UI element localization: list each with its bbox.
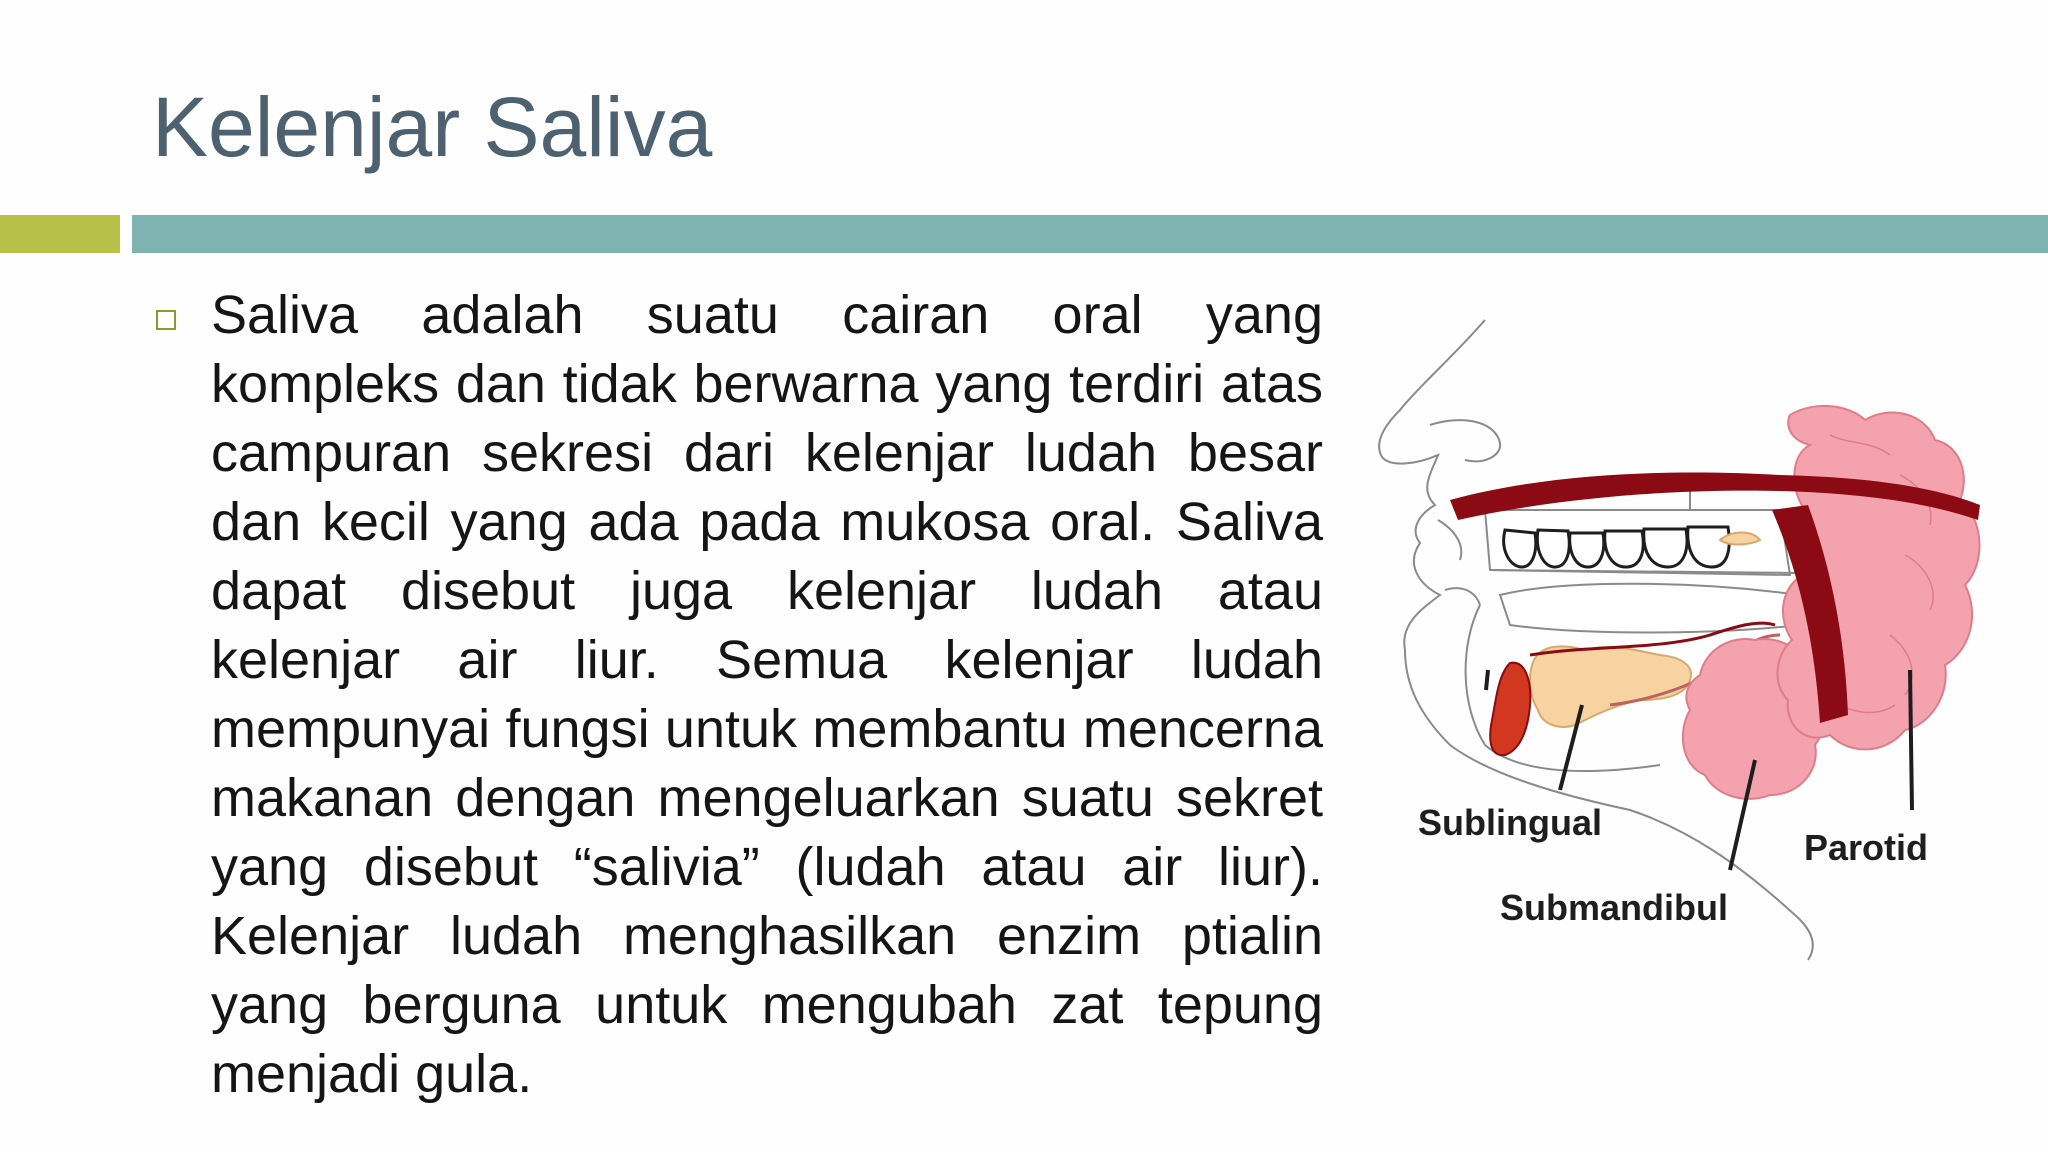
lips-outline <box>1438 520 1480 605</box>
chin-mark <box>1486 670 1488 690</box>
salivary-glands-diagram <box>1360 305 2000 965</box>
parotid-label: Parotid <box>1804 827 1929 868</box>
title-accent-bar-green <box>0 215 120 253</box>
nostril-outline <box>1430 420 1500 461</box>
tongue-outline <box>1500 584 1800 633</box>
sublingual-gland <box>1530 646 1691 727</box>
submandibul-label: Submandibul <box>1500 887 1728 928</box>
hollow-square-bullet-icon <box>156 310 176 330</box>
parotid-pointer <box>1910 670 1912 810</box>
chin-gland-red <box>1490 663 1530 755</box>
sublingual-label: Sublingual <box>1418 802 1602 843</box>
bullet-paragraph: Saliva adalah suatu cairan oral yang kompleks dan tidak berwarna yang terdiri atas campuran sekresi dari kelenjar ludah besar dan kecil yang ada pada mukosa oral. Saliva dapat disebut juga kelenjar ludah atau kelenjar air liur. Semua kelenjar ludah mempunyai fungsi untuk membantu mencerna makanan dengan mengeluarkan suatu sekret yang disebut “salivia” (ludah atau air liur). Kelenjar ludah menghasilkan enzim ptialin yang berguna untuk mengubah zat tepung menjadi gula. <box>211 285 1323 1104</box>
title-accent-bar-teal <box>132 215 2048 253</box>
page-title: Kelenjar Saliva <box>152 80 713 174</box>
